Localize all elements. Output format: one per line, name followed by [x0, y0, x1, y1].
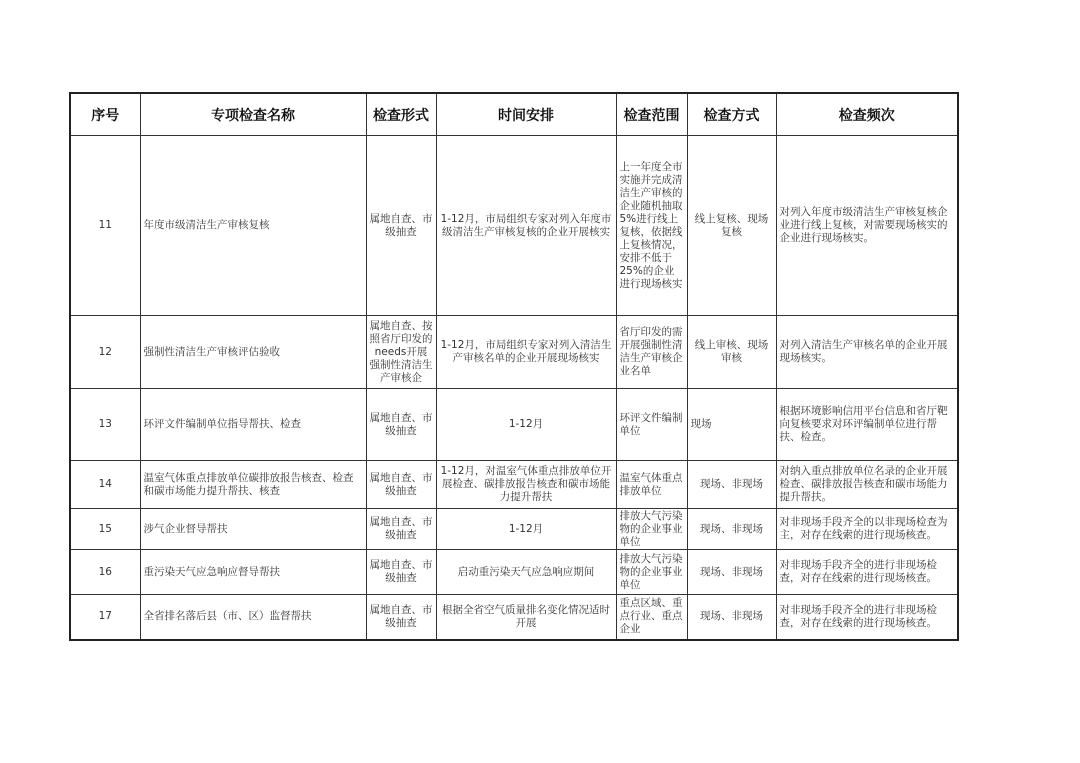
- header-inspection-name: 专项检查名称: [140, 93, 366, 136]
- table-row: [70, 316, 958, 389]
- row-seq: 12: [70, 316, 140, 389]
- row-time: 启动重污染天气应急响应期间: [436, 550, 616, 595]
- row-name: 温室气体重点排放单位碳排放报告核查、检查和碳市场能力提升帮扶、核查: [140, 461, 366, 509]
- row-time: 根据全省空气质量排名变化情况适时开展: [436, 595, 616, 640]
- table-row: [70, 461, 958, 509]
- row-frequency: 根据环境影响信用平台信息和省厅靶向复核要求对环评编制单位进行帮扶、检查。: [776, 389, 958, 461]
- row-form: 属地自查、市级抽查: [366, 136, 436, 316]
- table-row: [70, 550, 958, 595]
- header-schedule: 时间安排: [436, 93, 616, 136]
- row-form: 属地自查、市级抽查: [366, 595, 436, 640]
- row-frequency: 对非现场手段齐全的进行非现场检查，对存在线索的进行现场核查。: [776, 550, 958, 595]
- row-time: 1-12月: [436, 389, 616, 461]
- row-frequency: 对列入清洁生产审核名单的企业开展现场核实。: [776, 316, 958, 389]
- row-time: 1-12月，市局组织专家对列入清洁生产审核名单的企业开展现场核实: [436, 316, 616, 389]
- row-frequency: 对纳入重点排放单位名录的企业开展检查、碳排放报告核查和碳市场能力提升帮扶。: [776, 461, 958, 509]
- row-name: 涉气企业督导帮扶: [140, 509, 366, 550]
- row-name: 重污染天气应急响应督导帮扶: [140, 550, 366, 595]
- row-method: 线上复核、现场复核: [687, 136, 776, 316]
- row-seq: 13: [70, 389, 140, 461]
- table-row: [70, 509, 958, 550]
- row-method: 现场、非现场: [687, 509, 776, 550]
- header-seq: 序号: [70, 93, 140, 136]
- header-frequency: 检查频次: [776, 93, 958, 136]
- row-frequency: 对列入年度市级清洁生产审核复核企业进行线上复核，对需要现场核实的企业进行现场核实。: [776, 136, 958, 316]
- row-frequency: 对非现场手段齐全的以非现场检查为主，对存在线索的进行现场核查。: [776, 509, 958, 550]
- table-header-row: [70, 93, 958, 136]
- row-time: 1-12月: [436, 509, 616, 550]
- row-method: 现场、非现场: [687, 550, 776, 595]
- table-row: [70, 136, 958, 316]
- row-seq: 11: [70, 136, 140, 316]
- row-scope: 排放大气污染物的企业事业单位: [616, 550, 687, 595]
- row-time: 1-12月，对温室气体重点排放单位开展检查、碳排放报告核查和碳市场能力提升帮扶: [436, 461, 616, 509]
- row-form: 属地自查、按照省厅印发的needs开展强制性清洁生产审核企: [366, 316, 436, 389]
- row-time: 1-12月，市局组织专家对列入年度市级清洁生产审核复核的企业开展核实: [436, 136, 616, 316]
- row-frequency: 对非现场手段齐全的进行非现场检查，对存在线索的进行现场核查。: [776, 595, 958, 640]
- row-method: 线上审核、现场审核: [687, 316, 776, 389]
- row-form: 属地自查、市级抽查: [366, 509, 436, 550]
- row-form: 属地自查、市级抽查: [366, 550, 436, 595]
- row-seq: 14: [70, 461, 140, 509]
- row-name: 全省排名落后县（市、区）监督帮扶: [140, 595, 366, 640]
- header-scope: 检查范围: [616, 93, 687, 136]
- header-method: 检查方式: [687, 93, 776, 136]
- row-form: 属地自查、市级抽查: [366, 461, 436, 509]
- row-method: 现场、非现场: [687, 595, 776, 640]
- row-scope: 重点区域、重点行业、重点企业: [616, 595, 687, 640]
- row-seq: 15: [70, 509, 140, 550]
- inspection-table-sheet: [69, 92, 959, 641]
- row-scope: 环评文件编制单位: [616, 389, 687, 461]
- header-inspection-form: 检查形式: [366, 93, 436, 136]
- table-row: [70, 595, 958, 640]
- row-name: 强制性清洁生产审核评估验收: [140, 316, 366, 389]
- row-scope: 排放大气污染物的企业事业单位: [616, 509, 687, 550]
- row-form: 属地自查、市级抽查: [366, 389, 436, 461]
- row-scope: 温室气体重点排放单位: [616, 461, 687, 509]
- row-method: 现场、非现场: [687, 461, 776, 509]
- row-name: 年度市级清洁生产审核复核: [140, 136, 366, 316]
- row-scope: 上一年度全市实施并完成清洁生产审核的企业随机抽取5%进行线上复核，依据线上复核情况，安排不低于25%的企业进行现场核实: [616, 136, 687, 316]
- row-seq: 16: [70, 550, 140, 595]
- special-inspection-table: [69, 92, 959, 641]
- row-seq: 17: [70, 595, 140, 640]
- row-method: 现场: [687, 389, 776, 461]
- row-scope: 省厅印发的需开展强制性清洁生产审核企业名单: [616, 316, 687, 389]
- row-name: 环评文件编制单位指导帮扶、检查: [140, 389, 366, 461]
- table-row: [70, 389, 958, 461]
